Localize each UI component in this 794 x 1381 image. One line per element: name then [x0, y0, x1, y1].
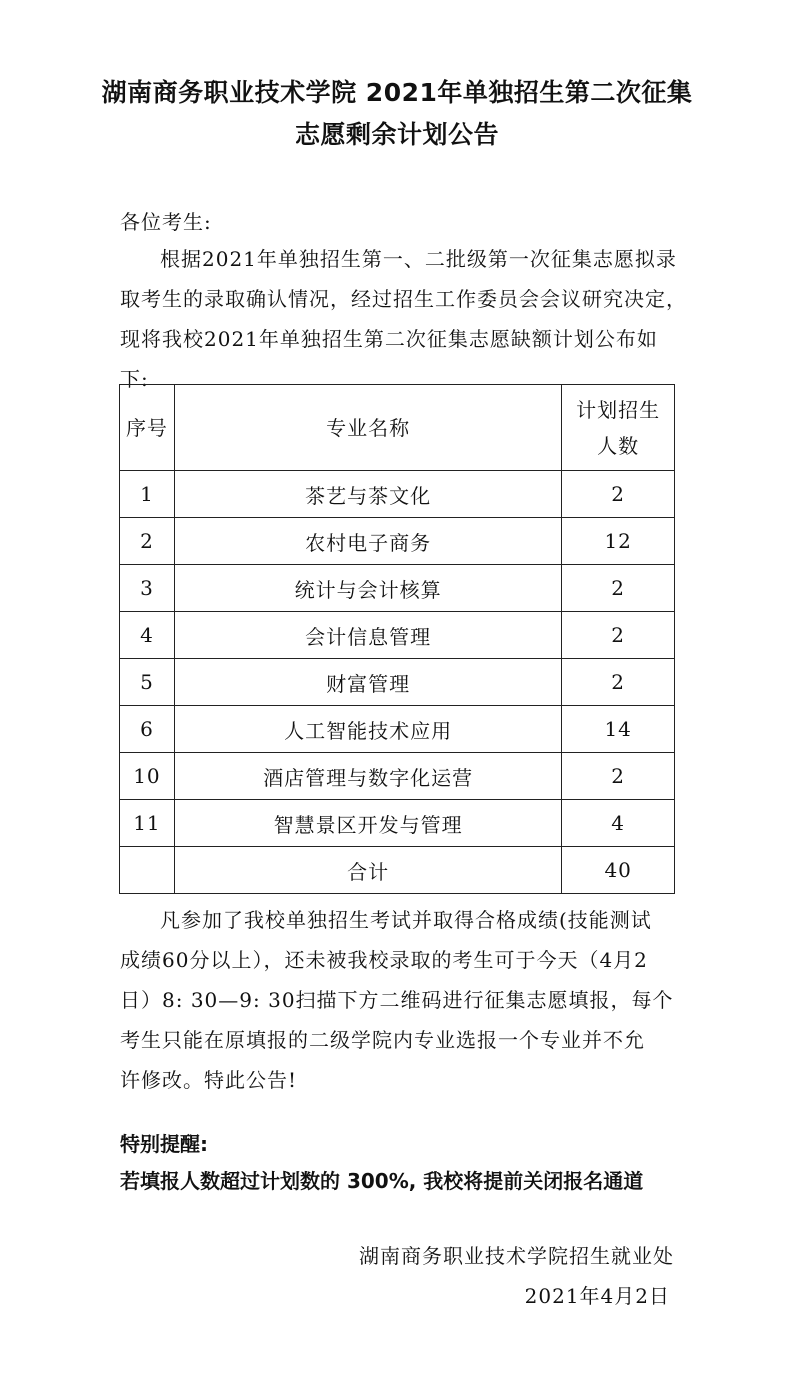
- document-title: [60, 72, 734, 156]
- table-row: [120, 612, 675, 659]
- title-line-1: 湖南商务职业技术学院 2021年单独招生第二次征集: [101, 78, 693, 107]
- title-line-2: 志愿剩余计划公告: [294, 120, 499, 149]
- intro-line: 下:: [120, 367, 149, 391]
- cell-major: 人工智能技术应用: [174, 706, 561, 753]
- table-row: [120, 706, 675, 753]
- cell-major: 智慧景区开发与管理: [174, 800, 561, 847]
- total-plan: 40: [562, 847, 675, 894]
- notice-line: 许修改。特此公告!: [120, 1068, 298, 1092]
- notice-paragraph: [120, 900, 680, 1100]
- notice-line: 日）8: 30—9: 30扫描下方二维码进行征集志愿填报，每个: [120, 988, 674, 1012]
- cell-plan: 14: [562, 706, 675, 753]
- intro-line: 取考生的录取确认情况，经过招生工作委员会会议研究决定，: [120, 287, 687, 311]
- cell-index: 6: [120, 706, 175, 753]
- cell-index: 11: [120, 800, 175, 847]
- header-major: 专业名称: [174, 385, 561, 471]
- cell-major: 茶艺与茶文化: [174, 471, 561, 518]
- intro-line: 根据2021年单独招生第一、二批级第一次征集志愿拟录: [160, 247, 677, 271]
- table-row: [120, 565, 675, 612]
- cell-index: 4: [120, 612, 175, 659]
- notice-line: 成绩60分以上），还未被我校录取的考生可于今天（4月2: [120, 948, 648, 972]
- intro-line: 现将我校2021年单独招生第二次征集志愿缺额计划公布如: [120, 327, 658, 351]
- cell-index: 2: [120, 518, 175, 565]
- table-row: [120, 518, 675, 565]
- cell-plan: 2: [562, 659, 675, 706]
- cell-plan: 2: [562, 612, 675, 659]
- notice-line: 考生只能在原填报的二级学院内专业选报一个专业并不允: [120, 1028, 645, 1052]
- table-row: [120, 659, 675, 706]
- cell-major: 农村电子商务: [174, 518, 561, 565]
- table-row: [120, 471, 675, 518]
- cell-plan: 2: [562, 471, 675, 518]
- reminder-title: 特别提醒:: [120, 1132, 208, 1156]
- cell-plan: 4: [562, 800, 675, 847]
- header-plan-line-1: 计划招生: [576, 397, 661, 422]
- table-header-row: [120, 385, 675, 471]
- header-index: 序号: [120, 385, 175, 471]
- cell-index: 5: [120, 659, 175, 706]
- intro-paragraph: [120, 239, 687, 399]
- cell-index: 3: [120, 565, 175, 612]
- cell-plan: 2: [562, 565, 675, 612]
- plan-table: [119, 384, 675, 894]
- total-index: [120, 847, 175, 894]
- signature-org: 湖南商务职业技术学院招生就业处: [359, 1244, 674, 1268]
- cell-major: 酒店管理与数字化运营: [174, 753, 561, 800]
- reminder-text: 若填报人数超过计划数的 300%, 我校将提前关闭报名通道: [120, 1169, 644, 1193]
- header-plan-line-2: 人数: [597, 433, 640, 458]
- notice-line: 凡参加了我校单独招生考试并取得合格成绩(技能测试: [160, 908, 652, 932]
- cell-major: 统计与会计核算: [174, 565, 561, 612]
- table-total-row: [120, 847, 675, 894]
- cell-plan: 12: [562, 518, 675, 565]
- cell-major: 财富管理: [174, 659, 561, 706]
- total-label: 合计: [174, 847, 561, 894]
- greeting: 各位考生:: [120, 210, 212, 234]
- signature-date: 2021年4月2日: [524, 1284, 670, 1308]
- header-plan: [562, 385, 675, 471]
- cell-index: 1: [120, 471, 175, 518]
- table-row: [120, 753, 675, 800]
- table-row: [120, 800, 675, 847]
- cell-plan: 2: [562, 753, 675, 800]
- cell-major: 会计信息管理: [174, 612, 561, 659]
- cell-index: 10: [120, 753, 175, 800]
